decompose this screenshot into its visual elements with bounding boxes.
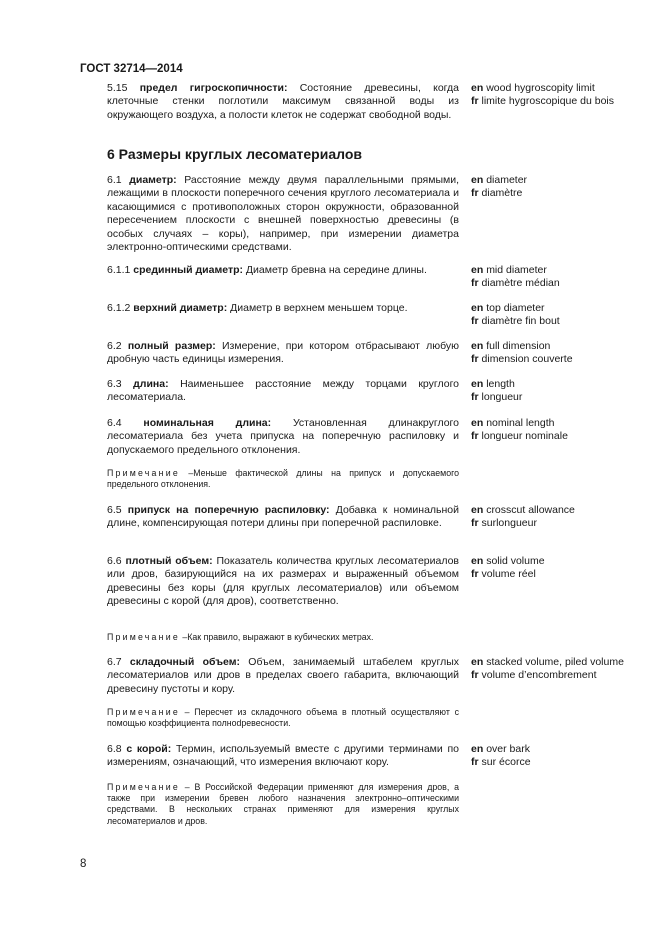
term-body: Термин, используемый вместе с другими терминами по измерениям, означающий, что измерения включают кору. — [107, 743, 460, 769]
en-equivalent: full dimension — [486, 340, 551, 352]
language-equivalents: en crosscut allowance fr surlongueur — [471, 504, 575, 530]
document-header: ГОСТ 32714—2014 — [80, 63, 183, 75]
term-title: складочный объем: — [129, 656, 240, 668]
note-6-6 — [107, 632, 459, 643]
en-equivalent: solid volume — [486, 555, 545, 567]
term-definition — [107, 264, 459, 277]
note-6-4 — [107, 468, 459, 490]
fr-equivalent: longueur nominale — [481, 430, 568, 443]
term-definition — [107, 555, 459, 609]
fr-equivalent: volume d’encombrement — [481, 669, 597, 682]
term-definition — [107, 302, 459, 315]
term-title: полный размер: — [127, 340, 216, 352]
term-body: Показатель количества круглых лесоматериалов или дров, базирующийся на их размерах и выраженный объемом древесины без коры (для круглых лесоматериалов) или объемом древесины с корой (для дров), соответственно. — [107, 555, 460, 608]
note-text: – В Российской Федерации применяют для измерения дров, а также при измерении бревен любого назначения электронно–оптическими средствами. В нескольких странах применяют для измерения круглых лесоматериалов и дров. — [107, 782, 459, 826]
note-text: –Как правило, выражают в кубических метрах. — [182, 632, 374, 642]
fr-equivalent: dimension couverte — [481, 353, 573, 366]
en-equivalent: mid diameter — [486, 264, 547, 276]
term-definition — [107, 378, 459, 405]
term-body: Добавка к номинальной длине, компенсирующая потери длины при поперечной распиловке. — [107, 504, 460, 530]
language-equivalents: en wood hygroscopity limit fr limite hygroscopique du bois — [471, 82, 615, 108]
language-equivalents: en mid diameter fr diamètre médian — [471, 264, 560, 290]
term-body: Установленная длинакруглого лесоматериала без учета припуска на поперечную распиловку и допускаемого предельного отклонения. — [107, 417, 459, 456]
language-equivalents: en stacked volume, piled volume fr volume d’encombrement — [471, 656, 624, 682]
language-equivalents: en solid volume fr volume réel — [471, 555, 545, 581]
term-body: Расстояние между двумя параллельными прямыми, лежащими в плоскости поперечного сечения круглого лесоматериала и касающимися с противоположных сторон окружности, образованной пересечением плоскости с внешней поверхностью древесины (в особых случаях – коры), например, при измерении диаметра электронно-оптическими средствами. — [107, 174, 460, 254]
term-number: 6.8 — [107, 743, 122, 755]
language-equivalents: en diameter fr diamètre — [471, 174, 528, 200]
term-number: 6.1 — [107, 174, 122, 186]
term-definition — [107, 82, 459, 122]
term-title: верхний диаметр: — [133, 302, 228, 314]
en-equivalent: over bark — [486, 743, 530, 755]
term-body: Диаметр бревна на середине длины. — [245, 264, 427, 276]
note-text: –Меньше фактической длины на припуск и допускаемого предельного отклонения. — [107, 468, 460, 490]
language-equivalents: en nominal length fr longueur nominale — [471, 417, 568, 443]
term-definition — [107, 340, 459, 367]
term-number: 5.15 — [107, 82, 128, 94]
term-number: 6.1.1 — [107, 264, 131, 276]
language-equivalents: en over bark fr sur écorce — [471, 743, 531, 769]
term-body: Наименьшее расстояние между торцами круглого лесоматериала. — [107, 378, 460, 404]
page-number: 8 — [80, 858, 87, 870]
fr-equivalent: limite hygroscopique du bois — [481, 95, 615, 108]
term-number: 6.1.2 — [107, 302, 131, 314]
term-definition — [107, 174, 459, 254]
note-label: Примечание — [107, 632, 180, 642]
fr-equivalent: surlongueur — [481, 517, 537, 530]
term-definition — [107, 504, 459, 531]
en-equivalent: wood hygroscopity limit — [486, 82, 595, 94]
term-number: 6.4 — [107, 417, 122, 429]
note-label: Примечание — [107, 468, 180, 478]
note-text: – Пересчет из складочного объема в плотный осуществляют с помощью коэффициента полноdревесности. — [107, 707, 459, 729]
term-title: с корой: — [126, 743, 172, 755]
fr-equivalent: diamètre — [481, 187, 523, 200]
term-number: 6.6 — [107, 555, 122, 567]
note-6-8 — [107, 782, 459, 827]
term-title: предел гигроскопичности: — [139, 82, 288, 94]
section-heading: 6 Размеры круглых лесоматериалов — [107, 146, 362, 162]
language-equivalents: en top diameter fr diamètre fin bout — [471, 302, 560, 328]
en-equivalent: top diameter — [486, 302, 545, 314]
fr-equivalent: diamètre fin bout — [481, 315, 560, 328]
term-number: 6.5 — [107, 504, 122, 516]
term-title: длина: — [133, 378, 169, 390]
term-title: припуск на поперечную распиловку: — [127, 504, 330, 516]
term-body: Диаметр в верхнем меньшем торце. — [230, 302, 408, 314]
language-equivalents: en full dimension fr dimension couverte — [471, 340, 573, 366]
term-number: 6.3 — [107, 378, 122, 390]
term-title: номинальная длина: — [143, 417, 272, 429]
term-definition — [107, 656, 459, 696]
en-equivalent: stacked volume, piled volume — [486, 656, 624, 668]
en-equivalent: crosscut allowance — [486, 504, 575, 516]
term-title: срединный диаметр: — [133, 264, 243, 276]
note-label: Примечание — [107, 707, 180, 717]
term-number: 6.2 — [107, 340, 122, 352]
fr-equivalent: diamètre médian — [481, 277, 560, 290]
note-6-7 — [107, 707, 459, 729]
term-title: диаметр: — [129, 174, 177, 186]
fr-equivalent: volume réel — [481, 568, 536, 581]
term-body: Состояние древесины, когда клеточные стенки поглотили максимум связанной воды из окружающего воздуха, а полости клеток не содержат свободной воды. — [107, 82, 459, 121]
en-equivalent: nominal length — [486, 417, 555, 429]
term-number: 6.7 — [107, 656, 122, 668]
term-definition — [107, 417, 459, 457]
note-label: Примечание — [107, 782, 180, 792]
en-equivalent: length — [486, 378, 515, 390]
fr-equivalent: sur écorce — [481, 756, 531, 769]
en-equivalent: diameter — [486, 174, 528, 186]
language-equivalents: en length fr longueur — [471, 378, 523, 404]
fr-equivalent: longueur — [481, 391, 523, 404]
term-title: плотный объем: — [125, 555, 213, 567]
term-definition — [107, 743, 459, 770]
term-body: Объем, занимаемый штабелем круглых лесоматериалов или дров в пределах своего габарита, включающий древесину пустоты и кору. — [107, 656, 459, 695]
term-body: Измерение, при котором отбрасывают любую дробную часть единицы измерения. — [107, 340, 460, 366]
